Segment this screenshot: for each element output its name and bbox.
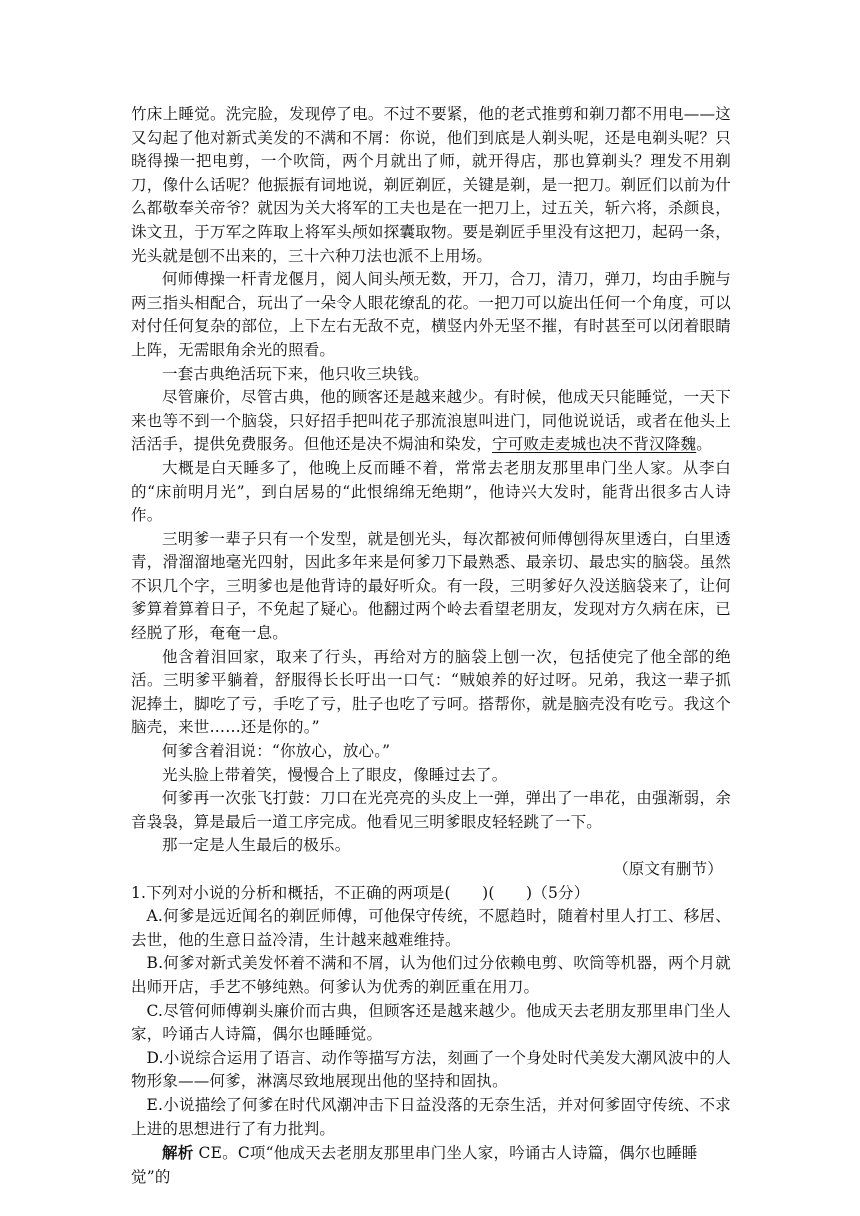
passage-paragraph-11: 那一定是人生最后的极乐。 [162, 836, 351, 855]
analysis-text: CE。C项“他成天去老朋友那里串门坐人家，吟诵古人诗篇，偶尔也睡睡觉”的 [131, 1144, 698, 1186]
option-b: B.何爹对新式美发怀着不满和不屑，认为他们过分依赖电剪、吹筒等机器，两个月就出师开店，手艺不够纯熟。何爹认为优秀的剃匠重在用刀。 [131, 954, 731, 996]
option-a: A.何爹是远近闻名的剃匠师傅，可他保守传统，不愿趋时，随着村里人打工、移居、去世，他的生意日益冷清，生计越来越难维持。 [131, 907, 731, 949]
option-c: C.尽管何师傅剃头廉价而古典，但顾客还是越来越少。他成天去老朋友那里串门坐人家，吟诵古人诗篇，偶尔也睡睡觉。 [131, 1001, 731, 1044]
analysis [131, 1141, 731, 1189]
passage-paragraph-5: 大概是白天睡多了，他晚上反而睡不着，常常去老朋友那里串门坐人家。从李白的“床前明月光”，到白居易的“此恨绵绵无绝期”，他诗兴大发时，能背出很多古人诗作。 [131, 458, 731, 525]
passage-paragraph-2: 何师傅操一杆青龙偃月，阅人间头颅无数，开刀，合刀，清刀，弹刀，均由手腕与两三指头相配合，玩出了一朵令人眼花缭乱的花。一把刀可以旋出任何一个角度，可以对付任何复杂的部位，上下左右无敌不克，横竖内外无坚不摧，有时甚至可以闭着眼睛上阵，无需眼角余光的照看。 [131, 270, 731, 359]
passage-paragraph-6: 三明爹一辈子只有一个发型，就是刨光头，每次都被何师傅刨得灰里透白，白里透青，滑溜溜地毫光四射，因此多年来是何爹刀下最熟悉、最亲切、最忠实的脑袋。虽然不识几个字，三明爹也是他背诗的最好听众。有一段，三明爹好久没送脑袋来了，让何爹算着算着日子，不免起了疑心。他翻过两个岭去看望老朋友，发现对方久病在床，已经脱了形，奄奄一息。 [131, 529, 731, 643]
passage-paragraph-1: 竹床上睡觉。洗完脸，发现停了电。不过不要紧，他的老式推剪和剃刀都不用电——这又勾起了他对新式美发的不满和不屑：你说，他们到底是人剃头呢，还是电剃头呢？只晓得操一把电剪，一个吹筒，两个月就出了师，就开得店，那也算剃头？理发不用剃刀，像什么话呢？他振振有词地说，剃匠剃匠，关键是剃，是一把刀。剃匠们以前为什么都敬奉关帝爷？就因为关大将军的工夫也是在一把刀上，过五关，斩六将，杀颜良，诛文丑，于万军之阵取上将军头颅如探囊取物。要是剃匠手里没有这把刀，起码一条，光头就是刨不出来的，三十六种刀法也派不上用场。 [131, 105, 731, 265]
underlined-sentence: 宁可败走麦城也决不背汉降魏 [492, 435, 697, 454]
passage-paragraph-4-text: 尽管廉价，尽管古典，他的顾客还是越来越少。有时候，他成天只能睡觉，一天下来也等不到一个脑袋，只好招手把叫花子那流浪崽叫进门，同他说说话，或者在他头上活活手，提供免费服务。但他还是决不焗油和染发， [131, 388, 731, 454]
question-stem: 1.下列对小说的分析和概括，不正确的两项是( )( )（5分） [131, 883, 590, 902]
document-body [131, 103, 731, 1189]
passage-paragraph-3: 一套古典绝活玩下来，他只收三块钱。 [162, 364, 429, 383]
passage-paragraph-7: 他含着泪回家，取来了行头，再给对方的脑袋上刨一次，包括使完了他全部的绝活。三明爹平躺着，舒服得长长吁出一口气：“贼娘养的好过呀。兄弟，我这一辈子抓泥捧土，脚吃了亏，手吃了亏，肚子也吃了亏呵。搭帮你，就是脑壳没有吃亏。我这个脑壳，来世……还是你的。” [131, 647, 731, 737]
option-d: D.小说综合运用了语言、动作等描写方法，刻画了一个身处时代美发大潮风波中的人物形象——何爹，淋漓尽致地展现出他的坚持和固执。 [131, 1048, 731, 1091]
passage-paragraph-10: 何爹再一次张飞打鼓：刀口在光亮亮的头皮上一弹，弹出了一串花，由强渐弱，余音袅袅，算是最后一道工序完成。他看见三明爹眼皮轻轻跳了一下。 [131, 789, 731, 831]
passage-paragraph-4-end: 。 [696, 435, 712, 454]
analysis-label: 解析 [162, 1143, 194, 1163]
option-e: E.小说描绘了何爹在时代风潮冲击下日益没落的无奈生活，并对何爹固守传统、不求上进的思想进行了有力批判。 [131, 1095, 731, 1138]
source-note: （原文有删节） [613, 860, 723, 878]
passage-paragraph-9: 光头脸上带着笑，慢慢合上了眼皮，像睡过去了。 [162, 765, 508, 784]
passage-paragraph-8: 何爹含着泪说：“你放心，放心。” [162, 742, 391, 761]
passage-paragraph-4 [131, 386, 731, 457]
